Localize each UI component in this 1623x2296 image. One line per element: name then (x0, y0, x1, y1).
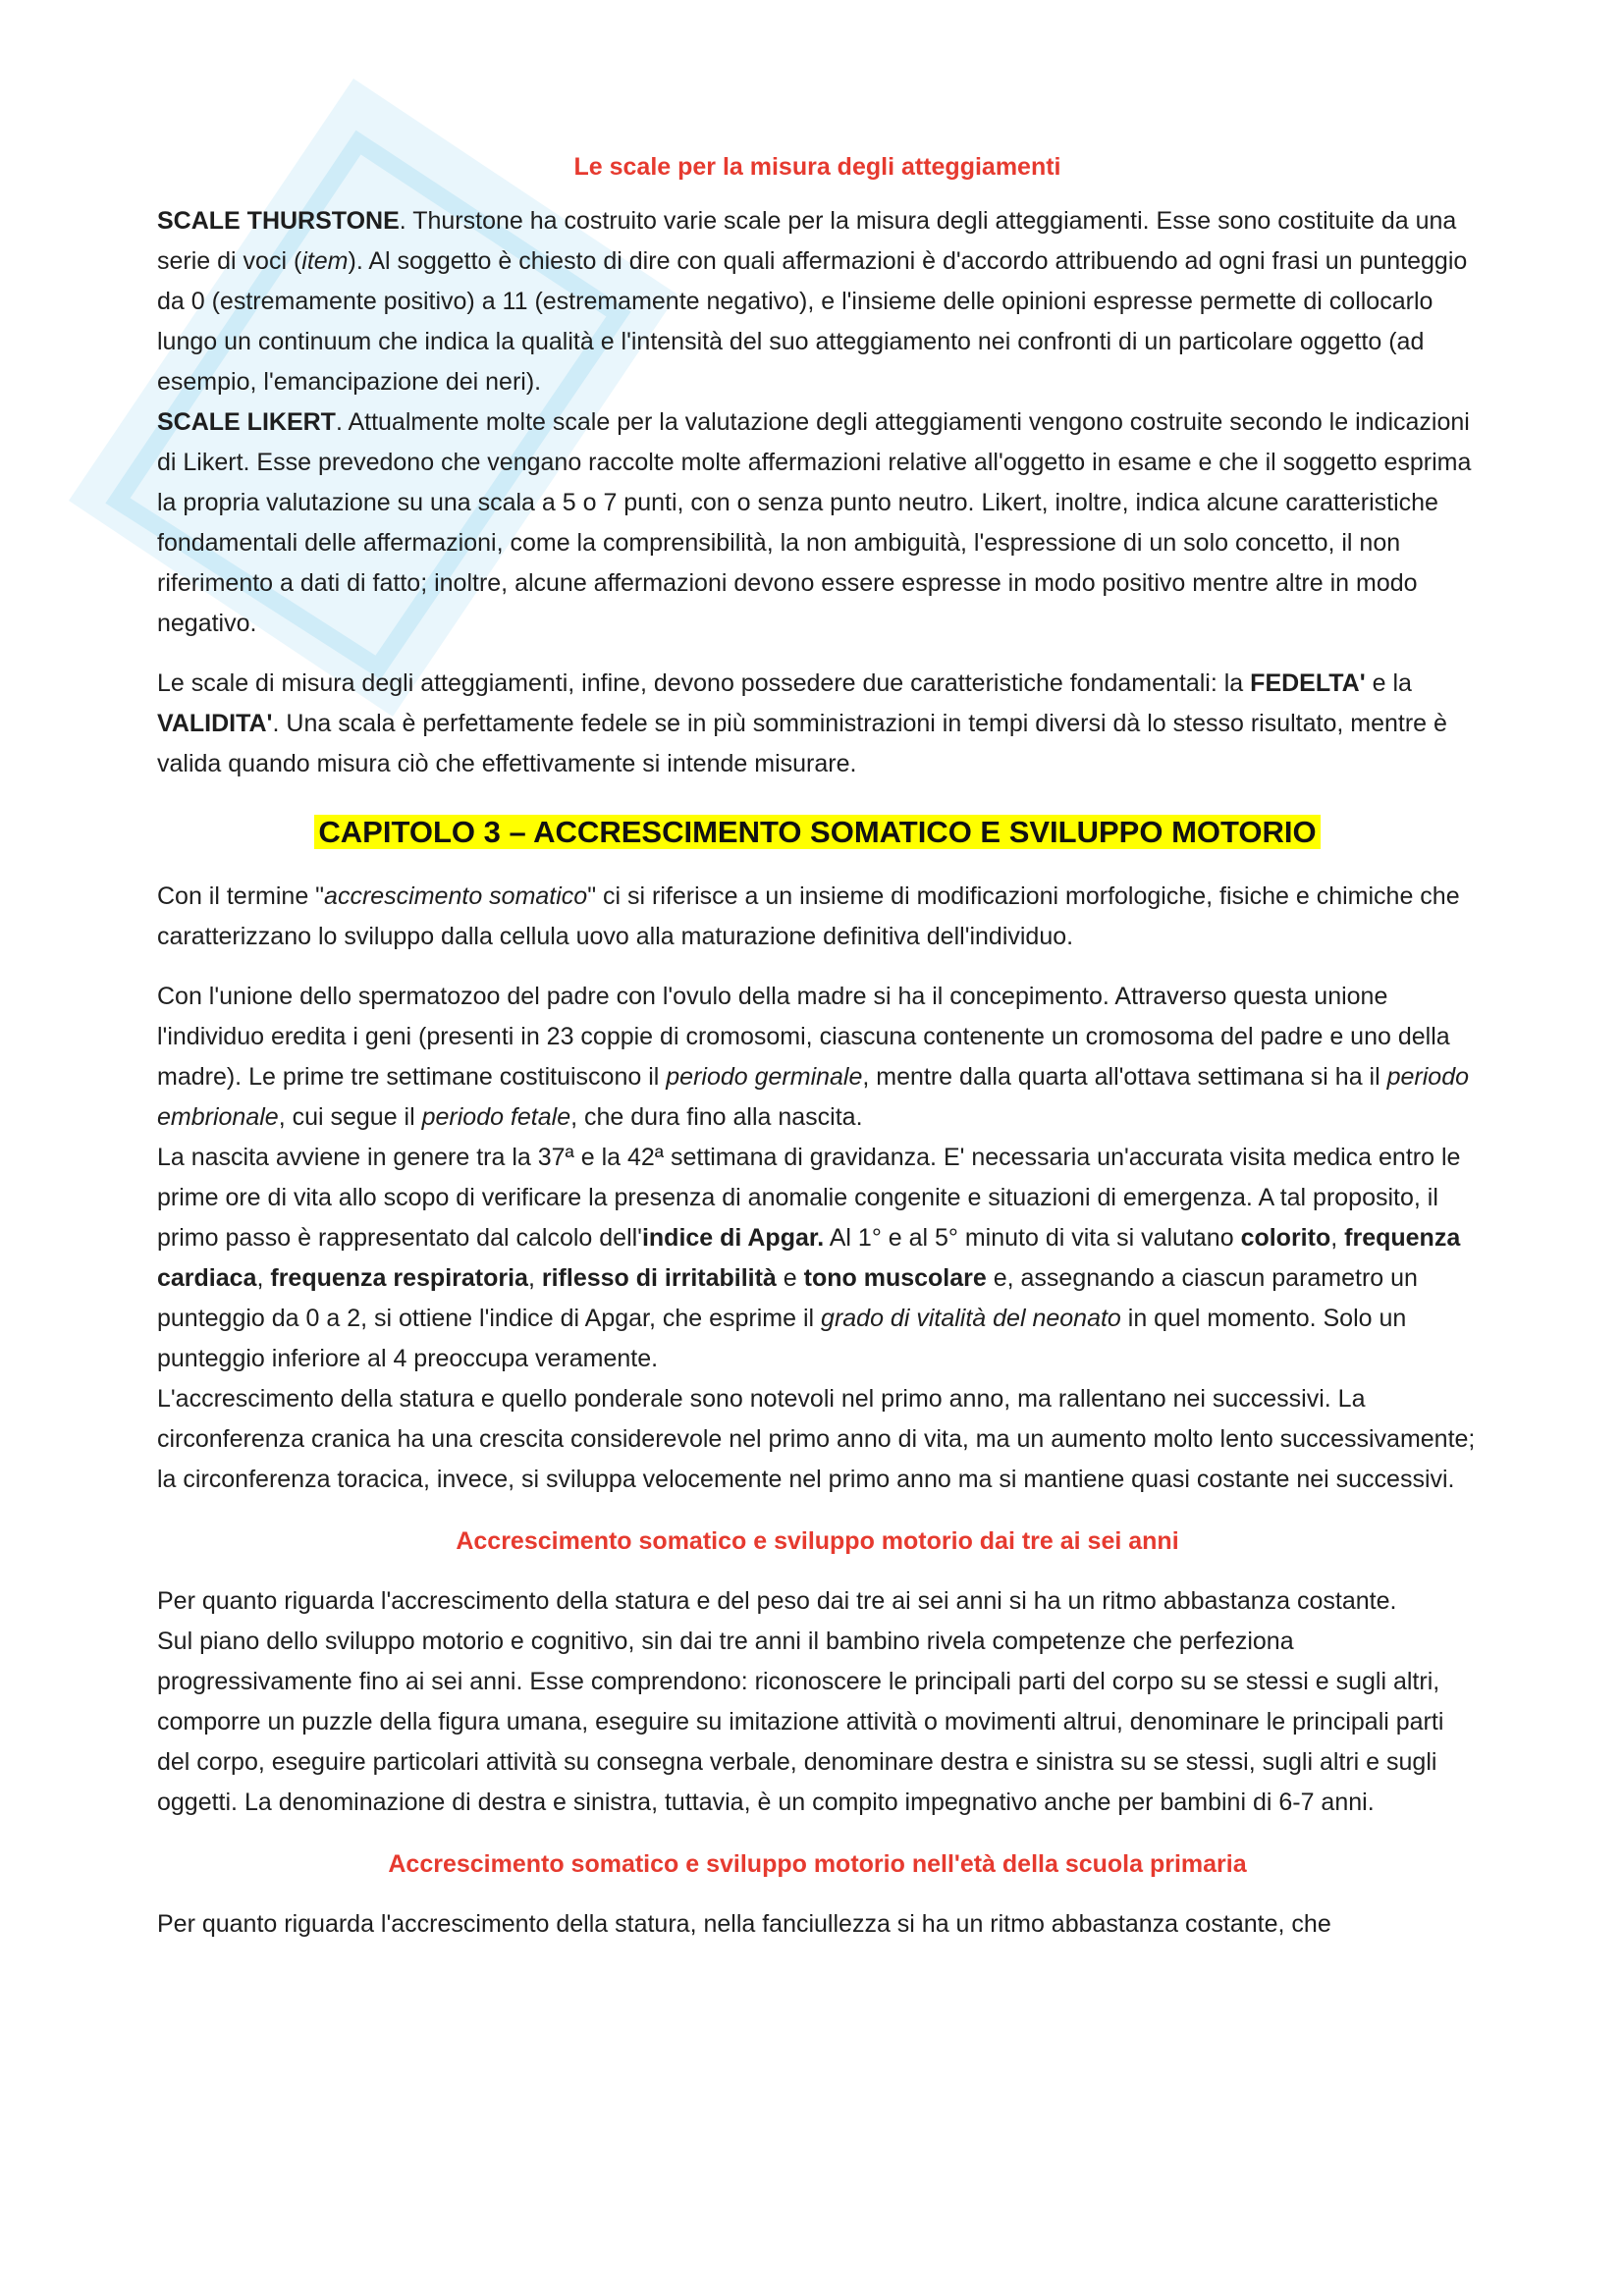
page-title: Le scale per la misura degli atteggiamenti (573, 153, 1061, 181)
term-likert: SCALE LIKERT (157, 408, 336, 436)
paragraph-sviluppo-motorio: Sul piano dello sviluppo motorio e cognitivo, sin dai tre anni il bambino rivela competenze che perfeziona progressivamente fino ai sei anni. Esse comprendono: riconoscere le principali parti del corpo su se stessi e sugli altri, comporre un puzzle della figura umana, eseguire su imitazione attività o movimenti altrui, denominare le principali parti del corpo, eseguire particolari attività su consegna verbale, denominare destra e sinistra su se stessi, sugli altri e sugli oggetti. La denominazione di destra e sinistra, tuttavia, è un compito impegnativo anche per bambini di 6-7 anni. (157, 1628, 1444, 1816)
paragraph-statura-peso: Per quanto riguarda l'accrescimento della statura e del peso dai tre ai sei anni si ha un ritmo abbastanza costante. (157, 1587, 1397, 1615)
chapter-heading: CAPITOLO 3 – ACCRESCIMENTO SOMATICO E SVILUPPO MOTORIO (157, 810, 1478, 855)
paragraph-likert: SCALE LIKERT. Attualmente molte scale per la valutazione degli atteggiamenti vengono costruite secondo le indicazioni di Likert. Esse prevedono che vengano raccolte molte affermazioni relative all'oggetto in esame e che il soggetto esprima la propria valutazione su una scala a 5 o 7 punti, con o senza punto neutro. Likert, inoltre, indica alcune caratteristiche fondamentali delle affermazioni, come la comprensibilità, la non ambiguità, l'espressione di un solo concetto, il non riferimento a dati di fatto; inoltre, alcune affermazioni devono essere espresse in modo positivo mentre altre in modo negativo. (157, 408, 1472, 637)
paragraph-fedelta-validita: Le scale di misura degli atteggiamenti, infine, devono possedere due caratteristiche fondamentali: la FEDELTA' e la VALIDITA'. Una scala è perfettamente fedele se in più somministrazioni in tempi diversi dà lo stesso risultato, mentre è valida quando misura ciò che effettivamente si intende misurare. (157, 669, 1447, 777)
paragraph-concepimento: Con l'unione dello spermatozoo del padre con l'ovulo della madre si ha il concepimento. Attraverso questa unione l'individuo eredita i geni (presenti in 23 coppie di cromosomi, ciascuna contenente un cromosoma del padre e uno della madre). Le prime tre settimane costituiscono il periodo germinale, mentre dalla quarta all'ottava settimana si ha il periodo embrionale, cui segue il periodo fetale, che dura fino alla nascita. (157, 983, 1470, 1131)
paragraph-fanciullezza: Per quanto riguarda l'accrescimento della statura, nella fanciullezza si ha un ritmo abbastanza costante, che (157, 1910, 1331, 1938)
term-thurstone: SCALE THURSTONE (157, 207, 400, 235)
paragraph-nascita: La nascita avviene in genere tra la 37ª e la 42ª settimana di gravidanza. E' necessaria un'accurata visita medica entro le prime ore di vita allo scopo di verificare la presenza di anomalie congenite e situazioni di emergenza. A tal proposito, il primo passo è rappresentato dal calcolo dell'indice di Apgar. Al 1° e al 5° minuto di vita si valutano colorito, frequenza cardiaca, frequenza respiratoria, riflesso di irritabilità e tono muscolare e, assegnando a ciascun parametro un punteggio da 0 a 2, si ottiene l'indice di Apgar, che esprime il grado di vitalità del neonato in quel momento. Solo un punteggio inferiore al 4 preoccupa veramente. (157, 1144, 1461, 1372)
paragraph-intro: Con il termine "accrescimento somatico" ci si riferisce a un insieme di modificazioni morfologiche, fisiche e chimiche che caratterizzano lo sviluppo dalla cellula uovo alla maturazione definitiva dell'individuo. (157, 882, 1460, 950)
section-heading-tre-sei-anni: Accrescimento somatico e sviluppo motorio dai tre ai sei anni (456, 1527, 1179, 1555)
paragraph-thurstone: SCALE THURSTONE. Thurstone ha costruito varie scale per la misura degli atteggiamenti. Esse sono costituite da una serie di voci (item). Al soggetto è chiesto di dire con quali affermazioni è d'accordo attribuendo ad ogni frasi un punteggio da 0 (estremamente positivo) a 11 (estremamente negativo), e l'insieme delle opinioni espresse permette di collocarlo lungo un continuum che indica la qualità e l'intensità del suo atteggiamento nei confronti di un particolare oggetto (ad esempio, l'emancipazione dei neri). (157, 207, 1468, 396)
section-heading-scuola-primaria: Accrescimento somatico e sviluppo motorio nell'età della scuola primaria (388, 1850, 1247, 1878)
paragraph-statura: L'accrescimento della statura e quello ponderale sono notevoli nel primo anno, ma rallentano nei successivi. La circonferenza cranica ha una crescita considerevole nel primo anno di vita, ma un aumento molto lento successivamente; la circonferenza toracica, invece, si sviluppa velocemente nel primo anno ma si mantiene quasi costante nei successivi. (157, 1385, 1476, 1493)
document-page (157, 147, 1478, 1945)
